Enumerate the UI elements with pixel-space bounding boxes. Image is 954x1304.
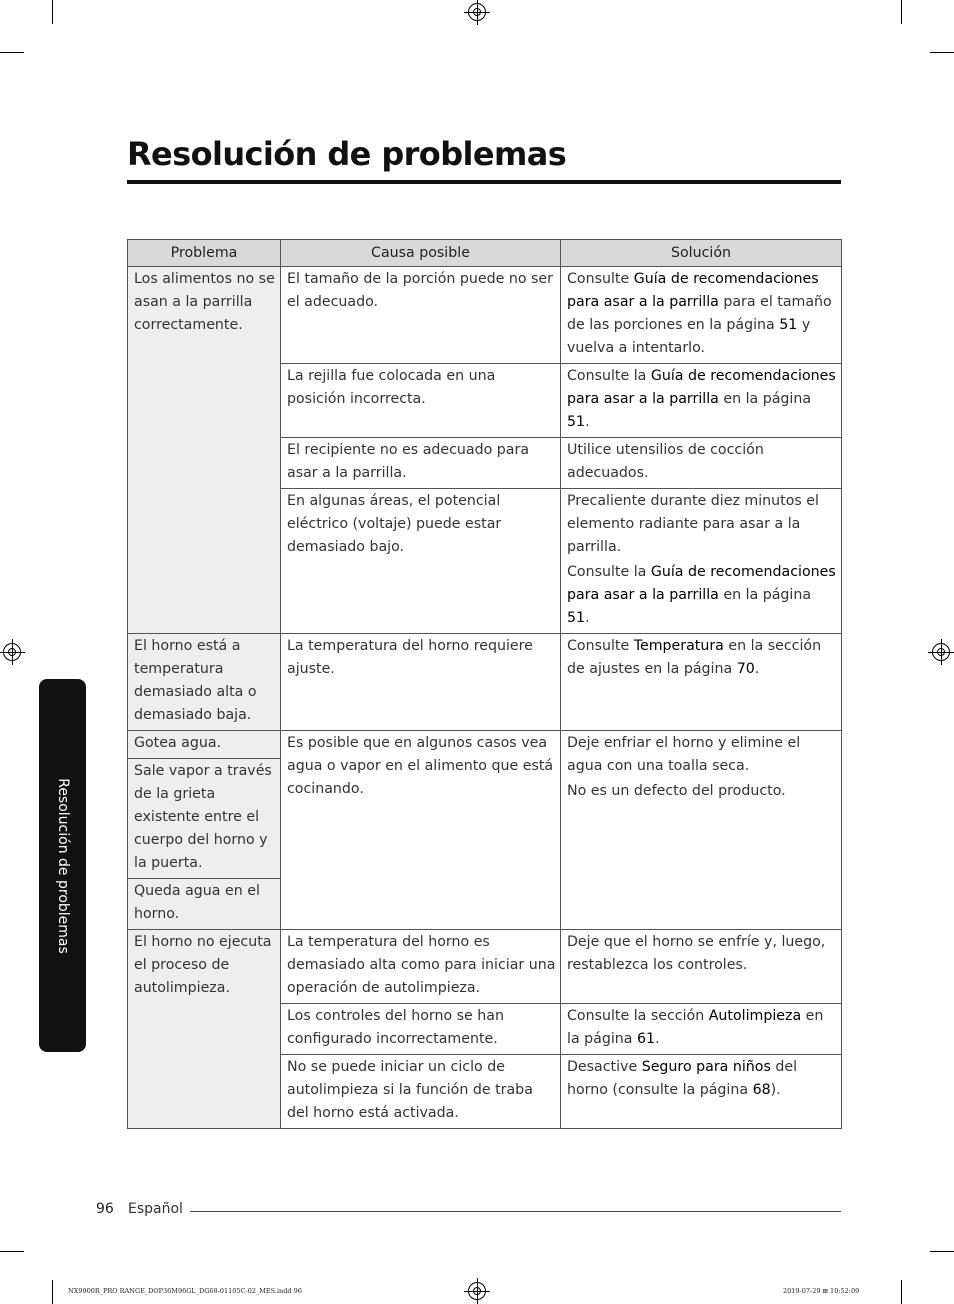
- solution-paragraph: Deje enfriar el horno y elimine el agua con una toalla seca.: [567, 735, 801, 774]
- solution-paragraph: Consulte la Guía de recomendaciones para asar a la parrilla en la página 51.: [567, 564, 836, 626]
- solution-cell: Deje que el horno se enfríe y, luego, restablezca los controles.: [561, 930, 842, 1004]
- title-rule: [127, 180, 841, 184]
- table-row: [128, 267, 842, 364]
- solution-cell: Consulte Guía de recomendaciones para asar a la parrilla para el tamaño de las porciones en la página 51 y vuelva a intentarlo.: [561, 267, 842, 364]
- problem-cell: El horno no ejecuta el proceso de autolimpieza.: [128, 930, 281, 1129]
- crop-mark: [52, 1280, 53, 1304]
- crop-mark: [0, 52, 24, 53]
- page-title: Resolución de problemas: [127, 135, 567, 173]
- registration-mark-icon: [932, 643, 950, 661]
- solution-paragraph: Precaliente durante diez minutos el elemento radiante para asar a la parrilla.: [567, 493, 819, 555]
- problem-cell: El horno está a temperatura demasiado alta o demasiado baja.: [128, 634, 281, 731]
- page-number: 96: [96, 1201, 114, 1217]
- cause-cell: La temperatura del horno es demasiado alta como para iniciar una operación de autolimpieza.: [281, 930, 561, 1004]
- chapter-side-tab: [39, 679, 86, 1052]
- solution-cell: [561, 489, 842, 634]
- table-header-row: [128, 240, 842, 267]
- troubleshooting-table: [127, 239, 842, 1129]
- registration-mark-icon: [468, 1282, 486, 1300]
- header-problem: Problema: [128, 240, 281, 267]
- header-solution: Solución: [561, 240, 842, 267]
- print-slug-file: NX9900R_PRO RANGE_DOP36M96GL_DG68-01105C-02_MES.indd 96: [68, 1287, 302, 1295]
- print-slug-date: 2019-07-29 ⊞ 10:52:09: [783, 1287, 860, 1295]
- cause-cell: La rejilla fue colocada en una posición incorrecta.: [281, 364, 561, 438]
- crop-mark: [901, 1280, 902, 1304]
- crop-mark: [930, 1251, 954, 1252]
- cause-cell: Los controles del horno se han configurado incorrectamente.: [281, 1004, 561, 1055]
- problem-cell: Queda agua en el horno.: [128, 879, 281, 930]
- side-tab-label: Resolución de problemas: [54, 777, 71, 954]
- table-row: [128, 634, 842, 731]
- solution-cell: Utilice utensilios de cocción adecuados.: [561, 438, 842, 489]
- cause-cell: La temperatura del horno requiere ajuste.: [281, 634, 561, 731]
- solution-cell: Consulte la Guía de recomendaciones para asar a la parrilla en la página 51.: [561, 364, 842, 438]
- footer-rule: [190, 1211, 841, 1212]
- cause-cell: No se puede iniciar un ciclo de autolimpieza si la función de traba del horno está activada.: [281, 1055, 561, 1129]
- cause-cell: Es posible que en algunos casos vea agua o vapor en el alimento que está cocinando.: [281, 731, 561, 930]
- table-row: [128, 731, 842, 759]
- cause-cell: En algunas áreas, el potencial eléctrico (voltaje) puede estar demasiado bajo.: [281, 489, 561, 634]
- problem-cell: Sale vapor a través de la grieta existente entre el cuerpo del horno y la puerta.: [128, 759, 281, 879]
- solution-cell: [561, 731, 842, 930]
- solution-paragraph: No es un defecto del producto.: [567, 783, 786, 799]
- solution-cell: Consulte Temperatura en la sección de ajustes en la página 70.: [561, 634, 842, 731]
- cause-cell: El recipiente no es adecuado para asar a la parrilla.: [281, 438, 561, 489]
- crop-mark: [0, 1251, 24, 1252]
- registration-mark-icon: [3, 643, 21, 661]
- table-row: [128, 930, 842, 1004]
- registration-mark-icon: [468, 3, 486, 21]
- header-cause: Causa posible: [281, 240, 561, 267]
- problem-cell: Los alimentos no se asan a la parrilla correctamente.: [128, 267, 281, 634]
- problem-cell: Gotea agua.: [128, 731, 281, 759]
- cause-cell: El tamaño de la porción puede no ser el adecuado.: [281, 267, 561, 364]
- footer-language: Español: [128, 1201, 183, 1217]
- crop-mark: [901, 0, 902, 24]
- crop-mark: [52, 0, 53, 24]
- solution-cell: Consulte la sección Autolimpieza en la página 61.: [561, 1004, 842, 1055]
- solution-cell: Desactive Seguro para niños del horno (consulte la página 68).: [561, 1055, 842, 1129]
- crop-mark: [930, 52, 954, 53]
